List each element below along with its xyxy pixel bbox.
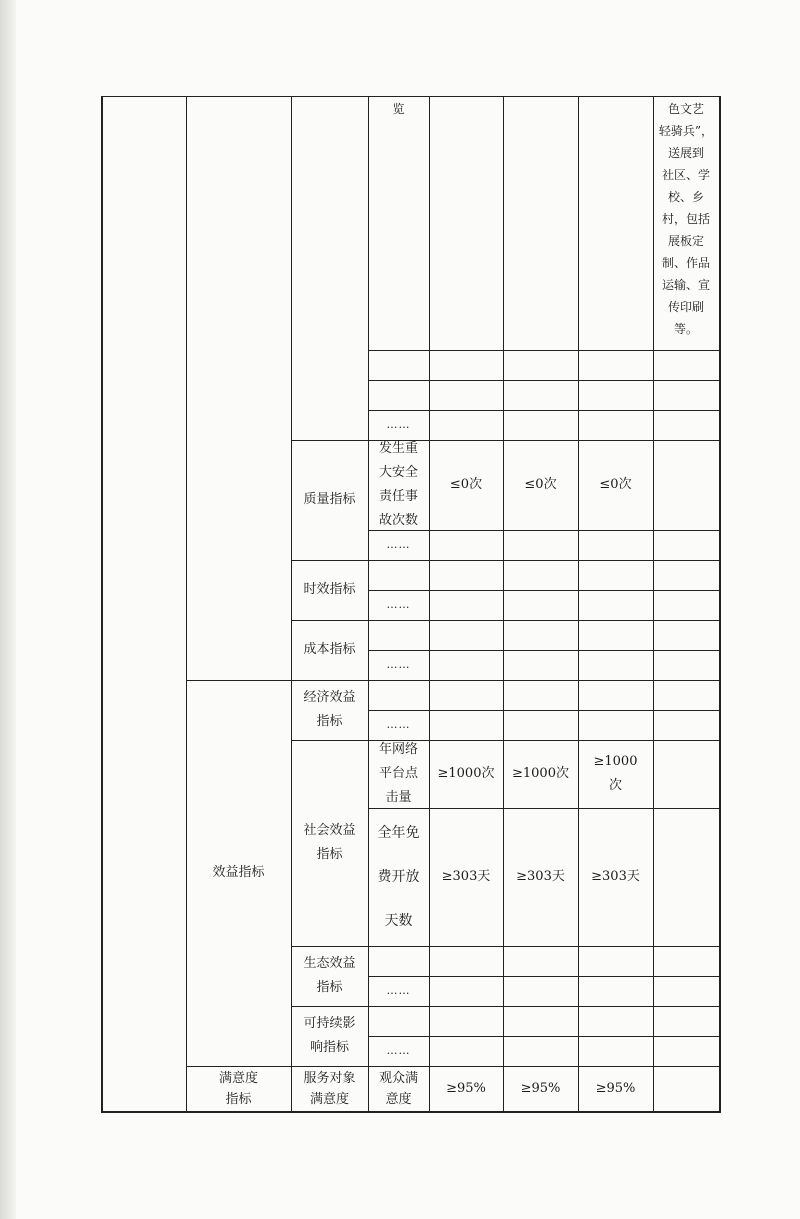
- ellipsis: ……: [386, 1044, 411, 1057]
- table-border-left: [101, 96, 103, 1112]
- target-value: ≤0次: [599, 477, 632, 492]
- grid-line: [368, 380, 721, 381]
- ellipsis: ……: [386, 538, 411, 551]
- target-value: ≤0次: [524, 477, 557, 492]
- target-value: ≥1000 次: [593, 754, 638, 793]
- table-border-top: [101, 96, 721, 97]
- remark-cell: 色文艺 轻骑兵”， 送展到 社区、学 校、乡 村，包括 展板定 制、作品 运输、宣 传印刷 等。: [658, 102, 714, 336]
- target-value: ≥303天: [441, 869, 491, 884]
- target-value: ≥95%: [595, 1080, 636, 1096]
- social-label: 社会效益 指标: [303, 823, 356, 862]
- table-border-bottom: [101, 1111, 721, 1113]
- ellipsis: ……: [386, 718, 411, 731]
- grid-line: [578, 96, 579, 1112]
- indicator-cell: 全年免 费开放 天数: [377, 825, 420, 929]
- ellipsis: ……: [386, 598, 411, 611]
- indicator-cell: 览: [392, 102, 405, 116]
- table-border-right: [719, 96, 721, 1112]
- target-value: ≥303天: [591, 869, 640, 884]
- indicator-cell: 年网络 平台点 击量: [378, 742, 418, 805]
- satisfaction-label: 满意度 指标: [218, 1070, 258, 1107]
- target-value: ≥1000次: [437, 766, 495, 781]
- scan-shadow: [0, 0, 16, 1219]
- target-value: ≥303天: [516, 869, 565, 884]
- satisfaction-sub: 服务对象 满意度: [303, 1070, 356, 1107]
- timeliness-label: 时效指标: [303, 582, 356, 597]
- indicator-cell: 观众满 意度: [378, 1070, 418, 1107]
- cost-label: 成本指标: [303, 642, 356, 657]
- target-value: ≥1000次: [512, 766, 569, 781]
- ellipsis: ……: [386, 418, 411, 431]
- target-value: ≥95%: [446, 1080, 486, 1096]
- indicator-cell: 发生重 大安全 责任事 故次数: [378, 441, 418, 528]
- quality-label: 质量指标: [303, 492, 356, 507]
- grid-line: [503, 96, 504, 1112]
- target-value: ≤0次: [449, 477, 483, 492]
- ecological-label: 生态效益 指标: [303, 956, 356, 995]
- target-value: ≥95%: [520, 1080, 561, 1096]
- economic-label: 经济效益 指标: [303, 690, 356, 729]
- grid-line: [368, 350, 721, 351]
- grid-line: [429, 96, 430, 1112]
- sustain-label: 可持续影 响指标: [303, 1016, 356, 1055]
- ellipsis: ……: [386, 658, 411, 671]
- benefit-label: 效益指标: [212, 865, 265, 880]
- ellipsis: ……: [386, 984, 411, 997]
